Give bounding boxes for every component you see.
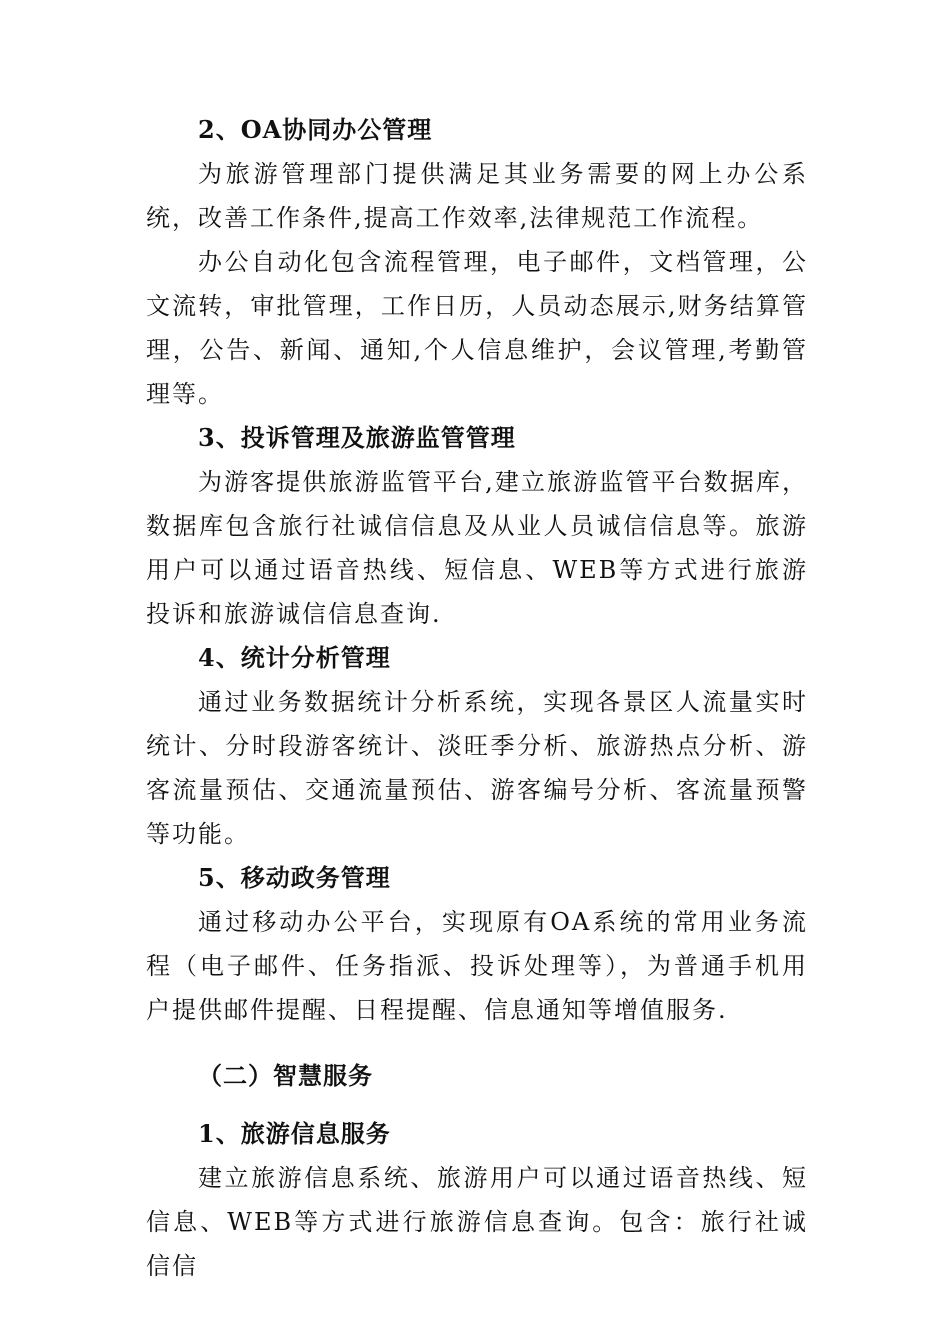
paragraph-oa-features: 办公自动化包含流程管理，电子邮件，文档管理，公文流转，审批管理，工作日历，人员动态展示,财务结算管理，公告、新闻、通知,个人信息维护，会议管理,考勤管理等。 xyxy=(146,248,808,408)
paragraph-statistics: 通过业务数据统计分析系统，实现各景区人流量实时统计、分时段游客统计、淡旺季分析、旅游热点分析、游客流量预估、交通流量预估、游客编号分析、客流量预警等功能。 xyxy=(146,688,808,848)
paragraph-tourism-info: 建立旅游信息系统、旅游用户可以通过语音热线、短信息、WEB等方式进行旅游信息查询。包含：旅行社诚信信 xyxy=(146,1164,808,1280)
section-heading-statistics: 4、统计分析管理 xyxy=(198,643,391,672)
section-heading-oa: 2、OA协同办公管理 xyxy=(198,115,433,144)
section-heading-mobile: 5、移动政务管理 xyxy=(198,863,391,892)
paragraph-oa-intro: 为旅游管理部门提供满足其业务需要的网上办公系统，改善工作条件,提高工作效率,法律规范工作流程。 xyxy=(146,160,808,232)
paragraph-mobile: 通过移动办公平台，实现原有OA系统的常用业务流程（电子邮件、任务指派、投诉处理等），为普通手机用户提供邮件提醒、日程提醒、信息通知等增值服务. xyxy=(146,908,808,1024)
chapter-heading-smart-service: （二）智慧服务 xyxy=(198,1061,373,1090)
paragraph-complaint: 为游客提供旅游监管平台,建立旅游监管平台数据库，数据库包含旅行社诚信信息及从业人员诚信信息等。旅游用户可以通过语音热线、短信息、WEB等方式进行旅游投诉和旅游诚信信息查询. xyxy=(146,468,808,628)
section-heading-tourism-info: 1、旅游信息服务 xyxy=(198,1119,391,1148)
section-heading-complaint: 3、投诉管理及旅游监管管理 xyxy=(198,423,516,452)
